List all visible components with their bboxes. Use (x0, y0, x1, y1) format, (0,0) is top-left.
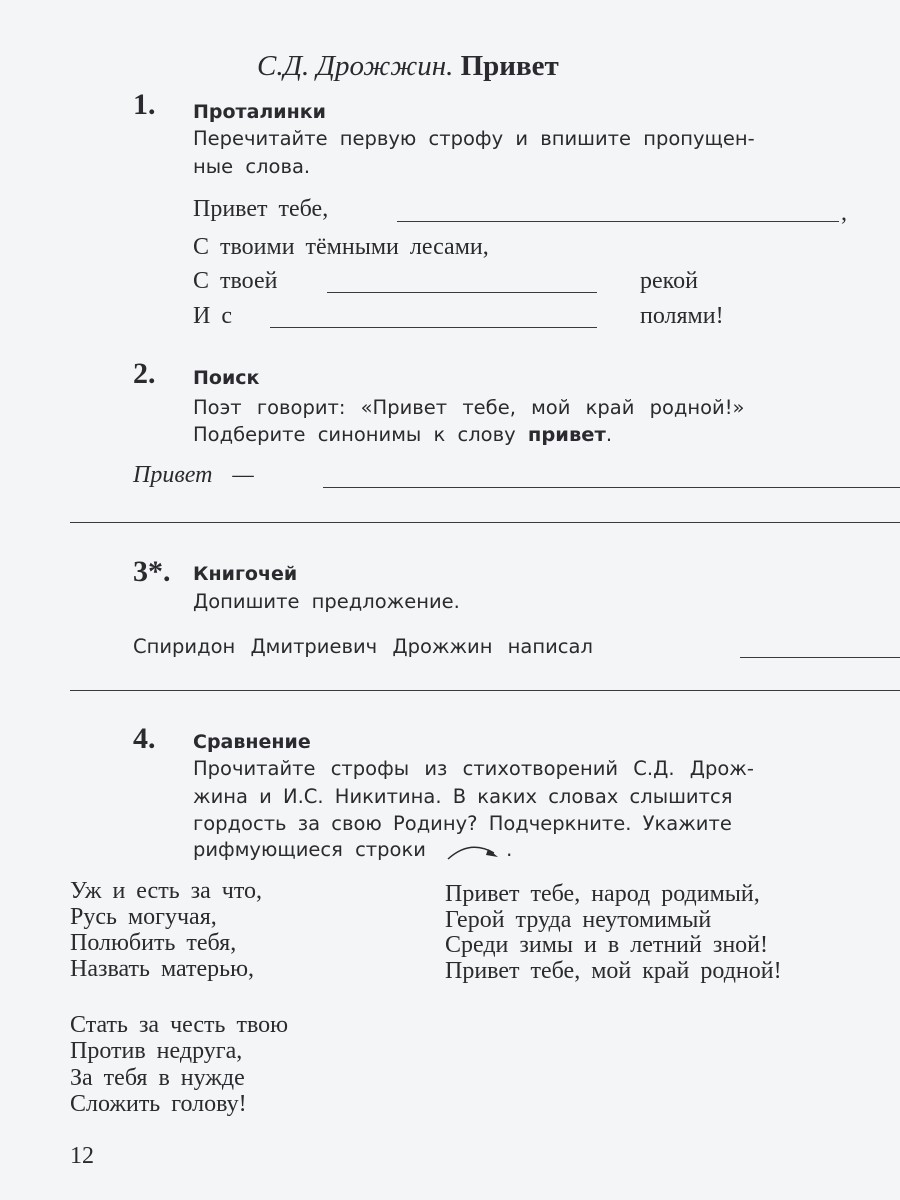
poem-line: Привет тебе, (193, 196, 329, 222)
answer-line[interactable] (323, 487, 900, 488)
poem-line: полями! (640, 303, 724, 329)
instruction-text: Подберите синонимы к слову (193, 423, 516, 446)
task-instruction: ные слова. (193, 155, 311, 178)
answer-line[interactable] (70, 690, 900, 691)
task-number: 2. (133, 357, 156, 390)
poem-line: Русь могучая, (70, 904, 217, 930)
poem-line: И с (193, 303, 232, 329)
answer-line[interactable] (70, 522, 900, 523)
poem-line: Назвать матерью, (70, 956, 255, 982)
poem-line: Уж и есть за что, (70, 878, 263, 904)
page-number: 12 (70, 1143, 94, 1169)
task-instruction: Перечитайте первую строфу и впишите пропущен- (193, 127, 755, 150)
page-title (257, 50, 559, 83)
task-number: 4. (133, 722, 156, 755)
task-instruction: Поэт говорит: «Привет тебе, мой край родной!» (193, 396, 745, 419)
poem-line: Полюбить тебя, (70, 930, 237, 956)
title-author: С.Д. Дрожжин. (257, 50, 454, 82)
task-instruction: жина и И.С. Никитина. В каких словах слышится (193, 785, 733, 808)
task-instruction: гордость за свою Родину? Подчеркните. Укажите (193, 812, 732, 835)
answer-line[interactable] (397, 221, 839, 222)
keyword: привет (527, 423, 606, 446)
task-heading: Поиск (193, 367, 260, 389)
title-poem: Привет (460, 50, 559, 82)
sentence-start: Спиридон Дмитриевич Дрожжин написал (133, 635, 593, 658)
task-heading: Сравнение (193, 731, 311, 753)
period: . (605, 423, 613, 446)
answer-line[interactable] (270, 327, 597, 328)
rhyme-arrow-icon (444, 839, 506, 863)
poem-line: Привет тебе, мой край родной! (445, 958, 782, 984)
answer-line[interactable] (740, 657, 900, 658)
answer-label: Привет — (133, 462, 254, 488)
task-heading: Книгочей (193, 563, 298, 585)
poem-line: Привет тебе, народ родимый, (445, 881, 760, 907)
answer-line[interactable] (327, 292, 597, 293)
task-instruction (193, 838, 512, 863)
poem-punctuation: , (841, 200, 847, 226)
poem-line: За тебя в нужде (70, 1065, 245, 1091)
poem-line: Среди зимы и в летний зной! (445, 932, 769, 958)
poem-line: Герой труда неутомимый (445, 907, 712, 933)
poem-line: С твоей (193, 268, 278, 294)
instruction-text: рифмующиеся строки (193, 838, 426, 861)
poem-line: Стать за честь твою (70, 1012, 289, 1038)
task-heading: Проталинки (193, 101, 326, 123)
task-number: 1. (133, 88, 156, 121)
task-instruction: Прочитайте строфы из стихотворений С.Д. Дрож- (193, 757, 754, 780)
task-number: 3*. (133, 555, 171, 588)
task-instruction: Допишите предложение. (193, 590, 460, 613)
poem-line: С твоими тёмными лесами, (193, 234, 489, 260)
period: . (506, 838, 513, 861)
poem-line: Сложить голову! (70, 1091, 247, 1117)
poem-line: Против недруга, (70, 1038, 243, 1064)
poem-line: рекой (640, 268, 698, 294)
task-instruction (193, 423, 612, 446)
